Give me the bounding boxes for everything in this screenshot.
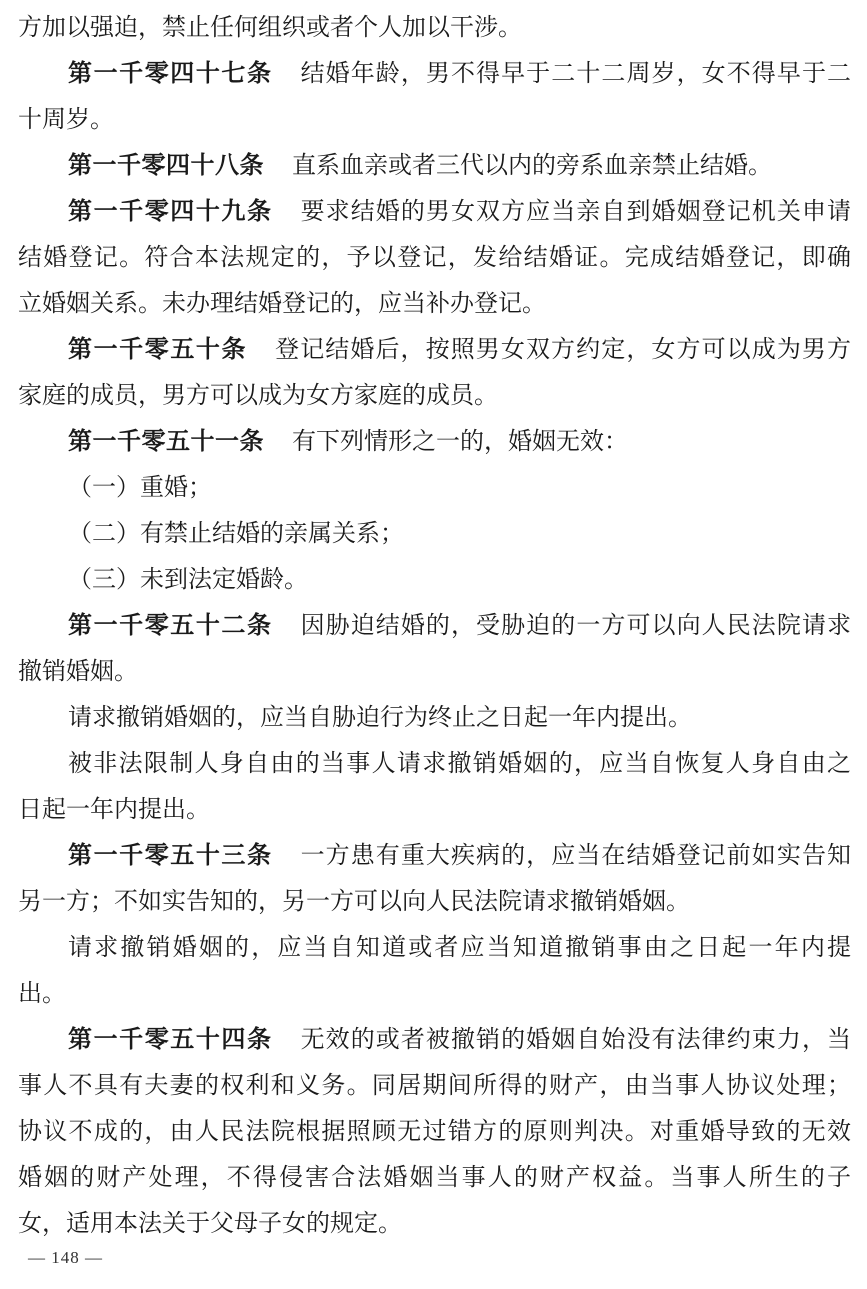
- text-line: [18, 970, 851, 1016]
- line-text: 一方患有重大疾病的，应当在结婚登记前如实告知: [300, 841, 851, 869]
- text-line: [18, 740, 851, 786]
- page-number: — 148 —: [28, 1248, 103, 1267]
- article-line: [18, 602, 851, 648]
- text-line: [18, 786, 851, 832]
- text-line: [18, 96, 851, 142]
- text-line: [18, 234, 851, 280]
- line-text: 婚姻的财产处理，不得侵害合法婚姻当事人的财产权益。当事人所生的子: [18, 1163, 851, 1191]
- line-text: 撤销婚姻。: [18, 657, 138, 685]
- text-line: [18, 1108, 851, 1154]
- article-line: [18, 832, 851, 878]
- line-text: 请求撤销婚姻的，应当自胁迫行为终止之日起一年内提出。: [68, 703, 692, 731]
- text-line: [18, 1154, 851, 1200]
- line-text: 女，适用本法关于父母子女的规定。: [18, 1209, 402, 1237]
- line-text: 立婚姻关系。未办理结婚登记的，应当补办登记。: [18, 289, 546, 317]
- article-number: 第一千零五十条: [68, 335, 248, 363]
- line-text: 无效的或者被撤销的婚姻自始没有法律约束力，当: [300, 1025, 851, 1053]
- line-text: （二）有禁止结婚的亲属关系；: [68, 519, 404, 547]
- article-number: 第一千零五十四条: [68, 1025, 273, 1053]
- text-line: [18, 556, 851, 602]
- article-line: [18, 1016, 851, 1062]
- text-line: [18, 878, 851, 924]
- line-text: 出。: [18, 979, 66, 1007]
- line-text: 结婚年龄，男不得早于二十二周岁，女不得早于二: [300, 59, 851, 87]
- text-line: [18, 694, 851, 740]
- line-text: 被非法限制人身自由的当事人请求撤销婚姻的，应当自恢复人身自由之: [68, 749, 851, 777]
- line-text: 因胁迫结婚的，受胁迫的一方可以向人民法院请求: [300, 611, 851, 639]
- article-number: 第一千零四十七条: [68, 59, 273, 87]
- article-line: [18, 188, 851, 234]
- text-line: [18, 280, 851, 326]
- line-text: 协议不成的，由人民法院根据照顾无过错方的原则判决。对重婚导致的无效: [18, 1117, 851, 1145]
- article-number: 第一千零五十一条: [68, 427, 264, 455]
- text-line: [18, 510, 851, 556]
- text-line: [18, 4, 851, 50]
- article-line: [18, 418, 851, 464]
- line-text: （一）重婚；: [68, 473, 212, 501]
- text-line: [18, 372, 851, 418]
- line-text: 直系血亲或者三代以内的旁系血亲禁止结婚。: [292, 151, 772, 179]
- text-line: [18, 924, 851, 970]
- line-text: 结婚登记。符合本法规定的，予以登记，发给结婚证。完成结婚登记，即确: [18, 243, 851, 271]
- line-text: 要求结婚的男女双方应当亲自到婚姻登记机关申请: [300, 197, 851, 225]
- text-line: [18, 1200, 851, 1246]
- document-page: [18, 4, 851, 1246]
- line-text: 请求撤销婚姻的，应当自知道或者应当知道撤销事由之日起一年内提: [68, 933, 851, 961]
- line-text: 事人不具有夫妻的权利和义务。同居期间所得的财产，由当事人协议处理；: [18, 1071, 851, 1099]
- line-text: 另一方；不如实告知的，另一方可以向人民法院请求撤销婚姻。: [18, 887, 690, 915]
- article-number: 第一千零四十九条: [68, 197, 273, 225]
- line-text: 十周岁。: [18, 105, 114, 133]
- line-text: 有下列情形之一的，婚姻无效：: [292, 427, 628, 455]
- article-number: 第一千零四十八条: [68, 151, 264, 179]
- line-text: （三）未到法定婚龄。: [68, 565, 308, 593]
- article-number: 第一千零五十三条: [68, 841, 273, 869]
- article-line: [18, 326, 851, 372]
- article-number: 第一千零五十二条: [68, 611, 273, 639]
- text-line: [18, 648, 851, 694]
- line-text: 日起一年内提出。: [18, 795, 210, 823]
- article-line: [18, 50, 851, 96]
- article-line: [18, 142, 851, 188]
- text-line: [18, 1062, 851, 1108]
- line-text: 登记结婚后，按照男女双方约定，女方可以成为男方: [275, 335, 851, 363]
- text-line: [18, 464, 851, 510]
- line-text: 家庭的成员，男方可以成为女方家庭的成员。: [18, 381, 498, 409]
- line-text: 方加以强迫，禁止任何组织或者个人加以干涉。: [18, 13, 522, 41]
